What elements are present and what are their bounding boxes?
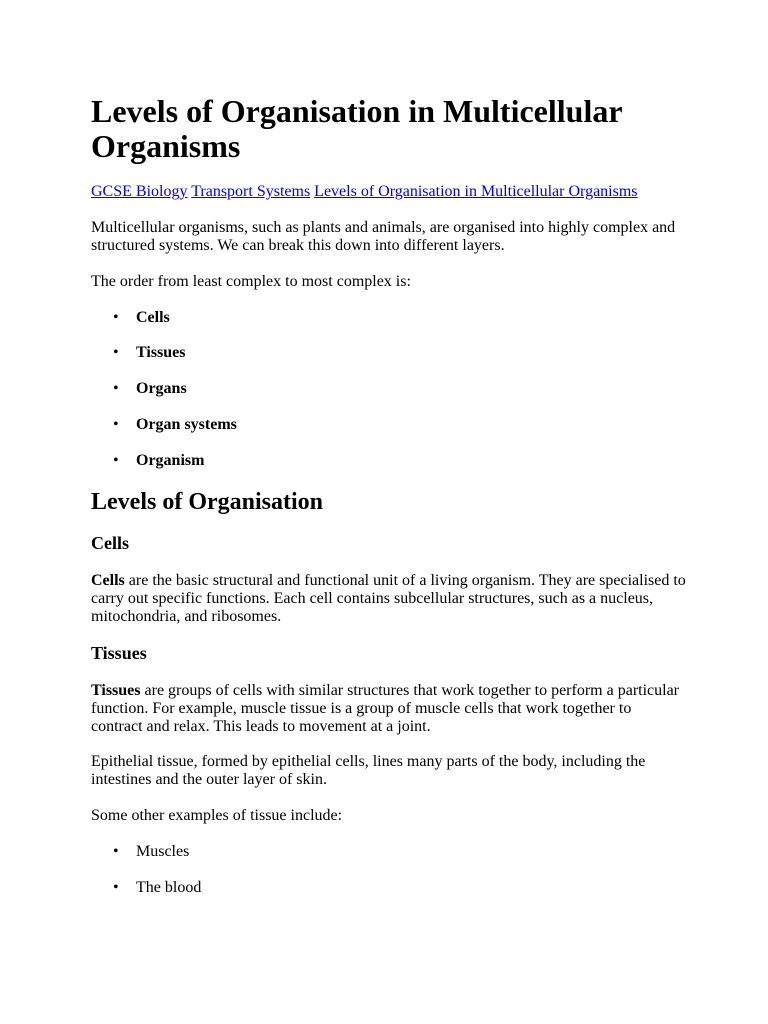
breadcrumb-link-gcse-biology[interactable]: GCSE Biology <box>91 183 188 200</box>
breadcrumb <box>91 182 638 201</box>
list-item-label: Organ systems <box>136 416 237 433</box>
cells-text: are the basic structural and functional unit of a living organism. They are specialised to carry out specific functions. Each cell contains subcellular structures, such as a nucleus, mitochondria, and ribosomes. <box>91 572 686 625</box>
intro-paragraph: Multicellular organisms, such as plants and animals, are organised into highly complex and structured systems. We can break this down into different layers. <box>91 219 676 254</box>
list-item-label: Organs <box>136 380 187 397</box>
list-item-label: The blood <box>136 879 202 896</box>
order-paragraph: The order from least complex to most complex is: <box>91 273 411 290</box>
bullet-icon: • <box>113 380 119 397</box>
list-item-label: Organism <box>136 452 205 469</box>
examples-intro: Some other examples of tissue include: <box>91 807 343 824</box>
tissues-paragraph <box>91 682 686 736</box>
cells-term: Cells <box>91 572 125 589</box>
list-item-label: Muscles <box>136 843 190 860</box>
bullet-icon: • <box>113 879 119 896</box>
breadcrumb-link-transport-systems[interactable]: Transport Systems <box>191 183 311 200</box>
subheading-tissues: Tissues <box>91 643 147 663</box>
bullet-icon: • <box>113 452 119 469</box>
bullet-icon: • <box>113 416 119 433</box>
list-item-label: Cells <box>136 309 170 326</box>
breadcrumb-link-current-page[interactable]: Levels of Organisation in Multicellular Organisms <box>314 183 638 200</box>
section-heading-levels: Levels of Organisation <box>91 489 323 515</box>
epithelial-paragraph: Epithelial tissue, formed by epithelial cells, lines many parts of the body, including the intestines and the outer layer of skin. <box>91 753 646 788</box>
list-item-label: Tissues <box>136 344 186 361</box>
subheading-cells: Cells <box>91 533 129 553</box>
bullet-icon: • <box>113 843 119 860</box>
cells-paragraph <box>91 572 686 626</box>
bullet-icon: • <box>113 309 119 326</box>
page-title: Levels of Organisation in Multicellular Organisms <box>91 93 622 164</box>
bullet-icon: • <box>113 344 119 361</box>
tissues-term: Tissues <box>91 682 141 699</box>
tissues-text: are groups of cells with similar structures that work together to perform a particular function. For example, muscle tissue is a group of muscle cells that work together to contract and relax. This leads to movement at a joint. <box>91 682 680 735</box>
